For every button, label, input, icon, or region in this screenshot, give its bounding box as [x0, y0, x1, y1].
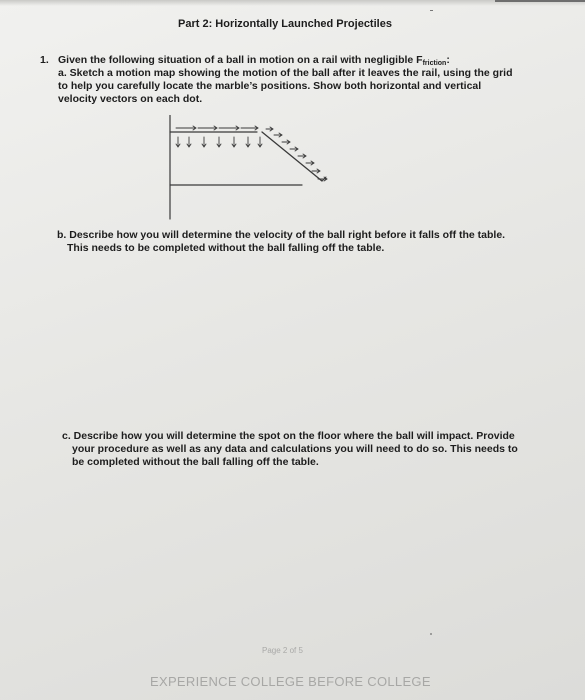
launch-rail	[262, 132, 322, 181]
page-mark	[430, 10, 433, 11]
part-c-line-2: your procedure as well as any data and calculations you will need to do so. This needs to	[72, 443, 518, 455]
question-number: 1.	[40, 54, 49, 66]
part-a-line-1: a. Sketch a motion map showing the motion of the ball after it leaves the rail, using the grid	[58, 67, 513, 79]
part-a-line-3: velocity vectors on each dot.	[58, 93, 203, 105]
question-stem-colon: :	[446, 54, 450, 66]
page-speck	[430, 633, 432, 635]
page-edge-line	[495, 0, 585, 2]
vertical-arrows	[176, 137, 262, 147]
footer-brand: EXPERIENCE COLLEGE BEFORE COLLEGE	[150, 674, 431, 689]
part-c-line-1: c. Describe how you will determine the spot on the floor where the ball will impact. Provide	[62, 430, 515, 442]
question-stem-text: Given the following situation of a ball in motion on a rail with negligible F	[58, 54, 423, 66]
rail-hatch-marks	[266, 127, 327, 181]
part-b-line-1: b. Describe how you will determine the velocity of the ball right before it falls off the table.	[57, 229, 506, 241]
rail-arrows	[176, 126, 258, 130]
part-c-line-3: be completed without the ball falling off the table.	[72, 456, 319, 468]
motion-map-sketch	[162, 115, 337, 225]
part-b-line-2: This needs to be completed without the ball falling off the table.	[67, 242, 385, 254]
page-title: Part 2: Horizontally Launched Projectiles	[178, 18, 392, 30]
part-a-line-2: to help you carefully locate the marble’s positions. Show both horizontal and vertical	[58, 80, 482, 92]
friction-subscript: friction	[422, 60, 447, 67]
page-number: Page 2 of 5	[262, 646, 303, 655]
